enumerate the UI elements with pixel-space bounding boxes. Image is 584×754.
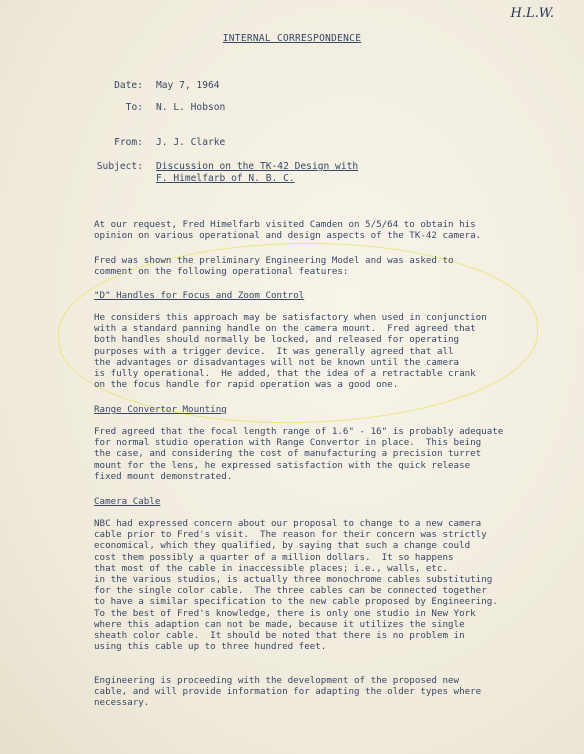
text-line: opinion on various operational and design aspects of the TK-42 camera. bbox=[94, 230, 482, 242]
text-line: mount for the lens, he expressed satisfaction with the quick release bbox=[94, 459, 471, 471]
section-heading: "D" Handles for Focus and Zoom Control bbox=[94, 290, 305, 301]
text-line: the case, and considering the cost of manufacturing a precision turret bbox=[94, 448, 482, 460]
text-line: using this cable up to three hundred feet. bbox=[94, 641, 327, 653]
text-line: cost them possibly a quarter of a million dollars. It so happens bbox=[94, 551, 454, 563]
text-line: for normal studio operation with Range Convertor in place. This being bbox=[94, 437, 482, 449]
text-line: the advantages or disadvantages will not be known until the camera bbox=[94, 356, 460, 368]
date-label: Date: bbox=[114, 80, 143, 91]
to-label: To: bbox=[125, 102, 143, 113]
subject-line-2: F. Himelfarb of N. B. C. bbox=[156, 173, 295, 184]
to-row bbox=[0, 102, 584, 115]
text-line: to have a similar specification to the new cable proposed by Engineering. bbox=[94, 596, 498, 608]
to-value: N. L. Hobson bbox=[156, 102, 226, 113]
paragraph-5 bbox=[94, 518, 524, 652]
paragraph-1 bbox=[94, 219, 524, 241]
heading-camera-cable bbox=[94, 496, 524, 507]
paragraph-6 bbox=[94, 675, 524, 709]
text-line: comment on the following operational features: bbox=[94, 266, 349, 278]
heading-range-convertor bbox=[94, 404, 524, 415]
from-row bbox=[0, 137, 584, 150]
text-line: both handles should normally be locked, and released for operating bbox=[94, 334, 460, 346]
text-line: Fred agreed that the focal length range of 1.6" - 16" is probably adequate bbox=[94, 426, 504, 437]
text-line: cable prior to Fred's visit. The reason for their concern was strictly bbox=[94, 529, 487, 541]
heading-d-handles bbox=[94, 290, 524, 301]
section-heading: Camera Cable bbox=[94, 496, 161, 507]
subject-line-1: Discussion on the TK-42 Design with bbox=[156, 161, 359, 172]
text-line: that most of the cable in inaccessible places; i.e., walls, etc. bbox=[94, 562, 449, 574]
text-line: To the best of Fred's knowledge, there is only one studio in New York bbox=[94, 607, 476, 619]
text-line: NBC had expressed concern about our proposal to change to a new camera bbox=[94, 518, 482, 529]
text-line: for the single color cable. The three cables can be connected together bbox=[94, 585, 487, 597]
document-title: INTERNAL CORRESPONDENCE bbox=[222, 33, 362, 44]
text-line: where this adaption can not be made, because it utilizes the single bbox=[94, 618, 465, 630]
date-row bbox=[0, 80, 584, 93]
text-line: economical, which they qualified, by saying that such a change could bbox=[94, 540, 471, 552]
date-value: May 7, 1964 bbox=[156, 80, 220, 91]
text-line: sheath color cable. It should be noted that there is no problem in bbox=[94, 630, 465, 642]
text-line: At our request, Fred Himelfarb visited Camden on 5/5/64 to obtain his bbox=[94, 219, 476, 230]
text-line: necessary. bbox=[94, 697, 150, 709]
text-line: on the focus handle for rapid operation was a good one. bbox=[94, 379, 399, 391]
section-heading: Range Convertor Mounting bbox=[94, 404, 227, 415]
text-line: cable, and will provide information for adapting the older types where bbox=[94, 686, 482, 698]
text-line: Engineering is proceeding with the development of the proposed new bbox=[94, 675, 460, 686]
text-line: is fully operational. He added, that the idea of a retractable crank bbox=[94, 368, 476, 380]
from-label: From: bbox=[114, 137, 143, 148]
paragraph-4 bbox=[94, 426, 524, 482]
from-value: J. J. Clarke bbox=[156, 137, 226, 148]
subject-row-2 bbox=[0, 173, 584, 186]
paragraph-2 bbox=[94, 255, 524, 277]
text-line: He considers this approach may be satisfactory when used in conjunction bbox=[94, 312, 487, 323]
handwritten-initials: H.L.W. bbox=[510, 6, 554, 21]
text-line: fixed mount demonstrated. bbox=[94, 470, 233, 482]
text-line: Fred was shown the preliminary Engineering Model and was asked to bbox=[94, 255, 454, 266]
subject-label: Subject: bbox=[96, 161, 143, 172]
paragraph-3 bbox=[94, 312, 524, 390]
text-line: purposes with a trigger device. It was generally agreed that all bbox=[94, 345, 454, 357]
text-line: in the various studios, is actually three monochrome cables substituting bbox=[94, 574, 493, 586]
text-line: with a standard panning handle on the camera mount. Fred agreed that bbox=[94, 323, 476, 335]
